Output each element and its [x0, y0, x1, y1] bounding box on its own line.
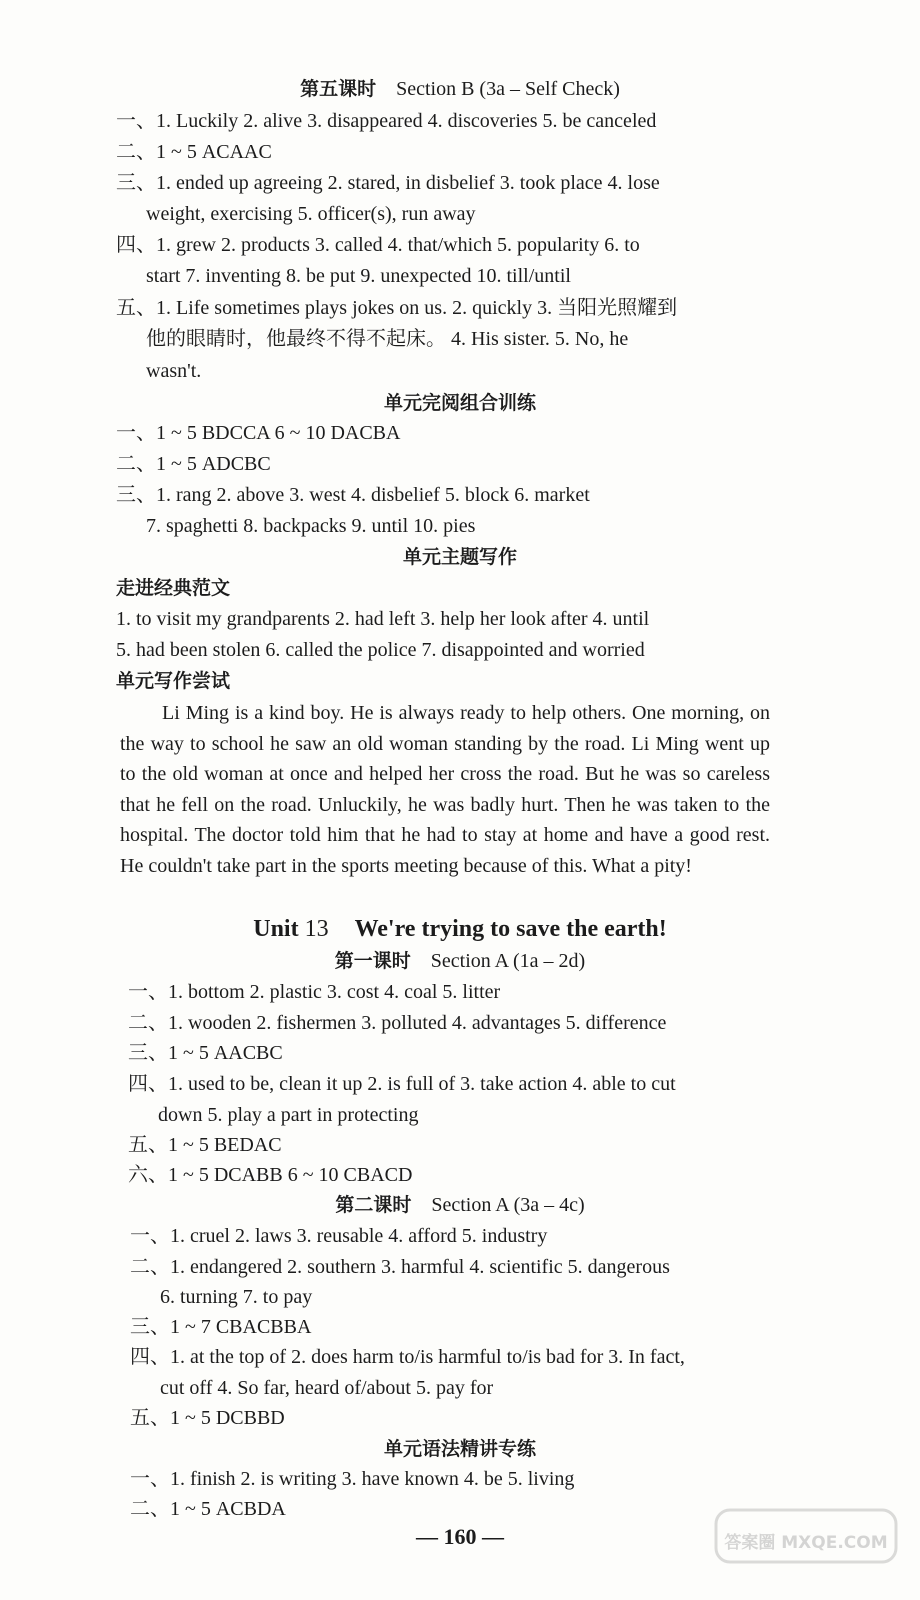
heading-reading-training: 单元完阅组合训练 [383, 392, 536, 414]
answer-line: 一、1. finish 2. is writing 3. have known 4. be 5. living [130, 1468, 575, 1490]
heading-lesson-1: 第一课时 Section A (1a – 2d) [334, 950, 586, 972]
answer-line: 四、1. at the top of 2. does harm to/is harmful to/is bad for 3. In fact, [130, 1346, 685, 1368]
answer-line: 三、1 ~ 7 CBACBBA [130, 1316, 312, 1338]
answer-line: 四、1. grew 2. products 3. called 4. that/which 5. popularity 6. to [116, 234, 640, 256]
answer-line: 5. had been stolen 6. called the police 7. disappointed and worried [116, 639, 645, 661]
answer-line: 6. turning 7. to pay [160, 1286, 313, 1308]
answer-line: wasn't. [146, 360, 202, 382]
answer-line: 二、1 ~ 5 ACBDA [130, 1498, 286, 1520]
answer-line: 四、1. used to be, clean it up 2. is full of 3. take action 4. able to cut [128, 1073, 676, 1095]
answer-line: 1. to visit my grandparents 2. had left 3. help her look after 4. until [116, 608, 650, 630]
answer-line: 三、1. ended up agreeing 2. stared, in disbelief 3. took place 4. lose [116, 172, 660, 194]
heading-lesson-5: 第五课时 Section B (3a – Self Check) [300, 78, 620, 100]
answer-line: 五、1. Life sometimes plays jokes on us. 2. quickly 3. 当阳光照耀到 [116, 297, 678, 319]
answer-line: 一、1 ~ 5 BDCCA 6 ~ 10 DACBA [116, 422, 401, 444]
answer-line: cut off 4. So far, heard of/about 5. pay for [160, 1377, 494, 1399]
answer-line: 六、1 ~ 5 DCABB 6 ~ 10 CBACD [128, 1164, 413, 1186]
answer-line: 7. spaghetti 8. backpacks 9. until 10. pies [146, 515, 476, 537]
answer-line: 二、1. endangered 2. southern 3. harmful 4. scientific 5. dangerous [130, 1256, 670, 1278]
answer-line: 三、1 ~ 5 AACBC [128, 1042, 283, 1064]
sample-essay: Li Ming is a kind boy. He is always ready to help others. One morning, on the way to school he saw an old woman standing by the road. Li Ming went up to the old woman at once and helped her cross the road. But he was so careless that he fell on the road. Unluckily, he was badly hurt. Then he was taken to the hospital. The doctor told him that he had to stay at home and have a good rest. He couldn't take part in the sports meeting because of this. What a pity! [120, 702, 770, 877]
answer-line: start 7. inventing 8. be put 9. unexpected 10. till/until [146, 265, 571, 287]
answer-line: weight, exercising 5. officer(s), run away [146, 203, 476, 225]
heading-grammar: 单元语法精讲专练 [383, 1438, 536, 1460]
answer-line: 一、1. Luckily 2. alive 3. disappeared 4. discoveries 5. be canceled [116, 110, 657, 132]
answer-line: down 5. play a part in protecting [158, 1104, 419, 1126]
answer-line: 三、1. rang 2. above 3. west 4. disbelief 5. block 6. market [116, 484, 590, 506]
answer-line: 二、1 ~ 5 ACAAC [116, 141, 272, 163]
answer-line: 一、1. bottom 2. plastic 3. cost 4. coal 5. litter [128, 981, 501, 1003]
answer-line: 二、1. wooden 2. fishermen 3. polluted 4. advantages 5. difference [128, 1012, 667, 1034]
answer-line: 二、1 ~ 5 ADCBC [116, 453, 271, 475]
answer-line: 五、1 ~ 5 DCBBD [130, 1407, 285, 1429]
subheading-model-essay: 走进经典范文 [116, 577, 231, 599]
heading-writing: 单元主题写作 [402, 546, 517, 568]
subheading-writing-attempt: 单元写作尝试 [116, 670, 231, 692]
unit-title: Unit 13 We're trying to save the earth! [253, 916, 667, 942]
watermark-text: 答案圈 MXQE.COM [724, 1533, 888, 1553]
watermark-icon [706, 1504, 906, 1592]
answer-line: 一、1. cruel 2. laws 3. reusable 4. afford 5. industry [130, 1225, 548, 1247]
watermark-logo [706, 1504, 906, 1592]
answer-line: 五、1 ~ 5 BEDAC [128, 1134, 282, 1156]
heading-lesson-2: 第二课时 Section A (3a – 4c) [335, 1194, 585, 1216]
answer-line: 他的眼睛时，他最终不得不起床。 4. His sister. 5. No, he [146, 328, 629, 350]
page-number: — 160 — [416, 1524, 504, 1549]
